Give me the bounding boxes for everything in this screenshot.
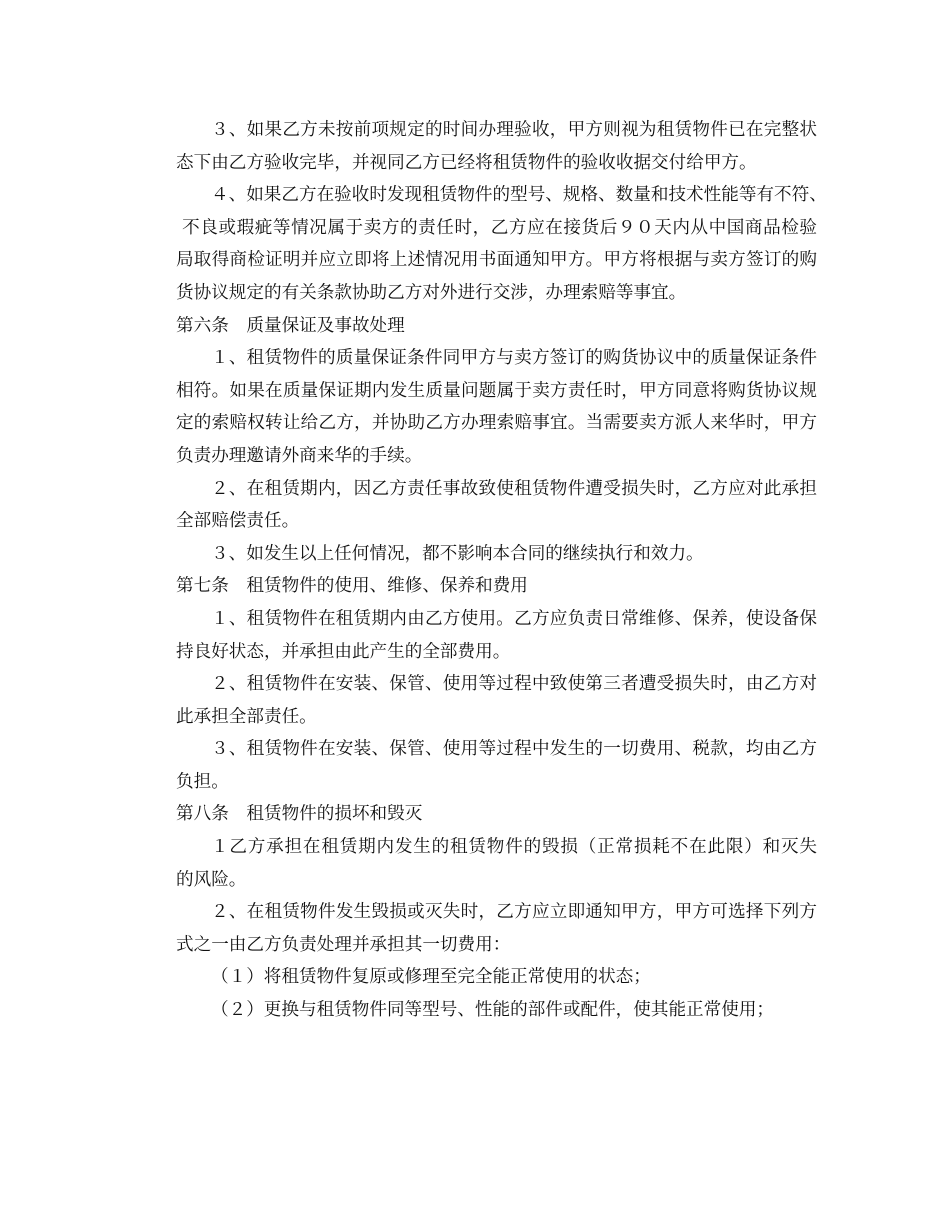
paragraph-line: ３、如果乙方未按前项规定的时间办理验收，甲方则视为租赁物件已在完整状 [211, 120, 817, 140]
paragraph-line: （２）更换与租赁物件同等型号、性能的部件或配件，使其能正常使用； [211, 1000, 775, 1021]
paragraph [141, 473, 817, 538]
paragraph-line: ３、如发生以上任何情况，都不影响本合同的继续执行和效力。 [211, 543, 704, 564]
paragraph [141, 114, 817, 179]
paragraph-line: 定的索赔权转让给乙方，并协助乙方办理索赔事宜。当需要卖方派人来华时，甲方 [176, 413, 817, 434]
paragraph [141, 179, 827, 309]
paragraph [141, 896, 817, 961]
paragraph-line: １乙方承担在租赁期内发生的租赁物件的毁损（正常损耗不在此限）和灭失 [211, 837, 817, 858]
section-heading: 第六条 质量保证及事故处理 [176, 315, 405, 336]
paragraph-line: 相符。如果在质量保证期内发生质量问题属于卖方责任时，甲方同意将购货协议规 [176, 380, 817, 401]
paragraph-line: ２、租赁物件在安装、保管、使用等过程中致使第三者遭受损失时，由乙方对 [211, 674, 817, 695]
paragraph-line: 负担。 [176, 771, 229, 792]
paragraph-line: ３、租赁物件在安装、保管、使用等过程中发生的一切费用、税款，均由乙方 [211, 739, 817, 760]
paragraph-line: １、租赁物件在租赁期内由乙方使用。乙方应负责日常维修、保养，使设备保 [211, 608, 817, 629]
paragraph-line: 式之一由乙方负责处理并承担其一切费用： [176, 934, 511, 955]
paragraph [141, 733, 817, 798]
paragraph-line: 局取得商检证明并应立即将上述情况用书面通知甲方。甲方将根据与卖方签订的购 [176, 250, 817, 271]
paragraph-line: （１）将租赁物件复原或修理至完全能正常使用的状态； [211, 967, 651, 988]
paragraph-line: 负责办理邀请外商来华的手续。 [176, 445, 423, 466]
paragraph-line: ２、在租赁期内，因乙方责任事故致使租赁物件遭受损失时，乙方应对此承担 [211, 478, 817, 499]
paragraph-line: 的风险。 [176, 869, 247, 890]
paragraph [141, 668, 817, 733]
paragraph-line: 不良或瑕疵等情况属于卖方的责任时，乙方应在接货后９０天内从中国商品检验 [176, 217, 817, 238]
paragraph [141, 831, 817, 896]
paragraph [141, 342, 817, 472]
section-heading: 第八条 租赁物件的损坏和毁灭 [176, 804, 423, 825]
paragraph [141, 961, 817, 994]
paragraph-line: 全部赔偿责任。 [176, 511, 300, 532]
paragraph-line: ２、在租赁物件发生毁损或灭失时，乙方应立即通知甲方，甲方可选择下列方 [211, 902, 817, 923]
paragraph [141, 603, 817, 668]
paragraph-line: 持良好状态，并承担由此产生的全部费用。 [176, 641, 511, 662]
section-heading: 第七条 租赁物件的使用、维修、保养和费用 [176, 576, 528, 597]
paragraph [141, 994, 817, 1027]
paragraph [141, 538, 817, 571]
document-body [141, 114, 827, 1027]
paragraph-line: 此承担全部责任。 [176, 706, 317, 727]
paragraph-line: ４、如果乙方在验收时发现租赁物件的型号、规格、数量和技术性能等有不符、 [211, 185, 827, 206]
paragraph-line: １、租赁物件的质量保证条件同甲方与卖方签订的购货协议中的质量保证条件 [211, 348, 817, 369]
paragraph-line: 货协议规定的有关条款协助乙方对外进行交涉，办理索赔等事宜。 [176, 282, 687, 303]
paragraph-line: 态下由乙方验收完毕，并视同乙方已经将租赁物件的验收收据交付给甲方。 [176, 152, 757, 173]
